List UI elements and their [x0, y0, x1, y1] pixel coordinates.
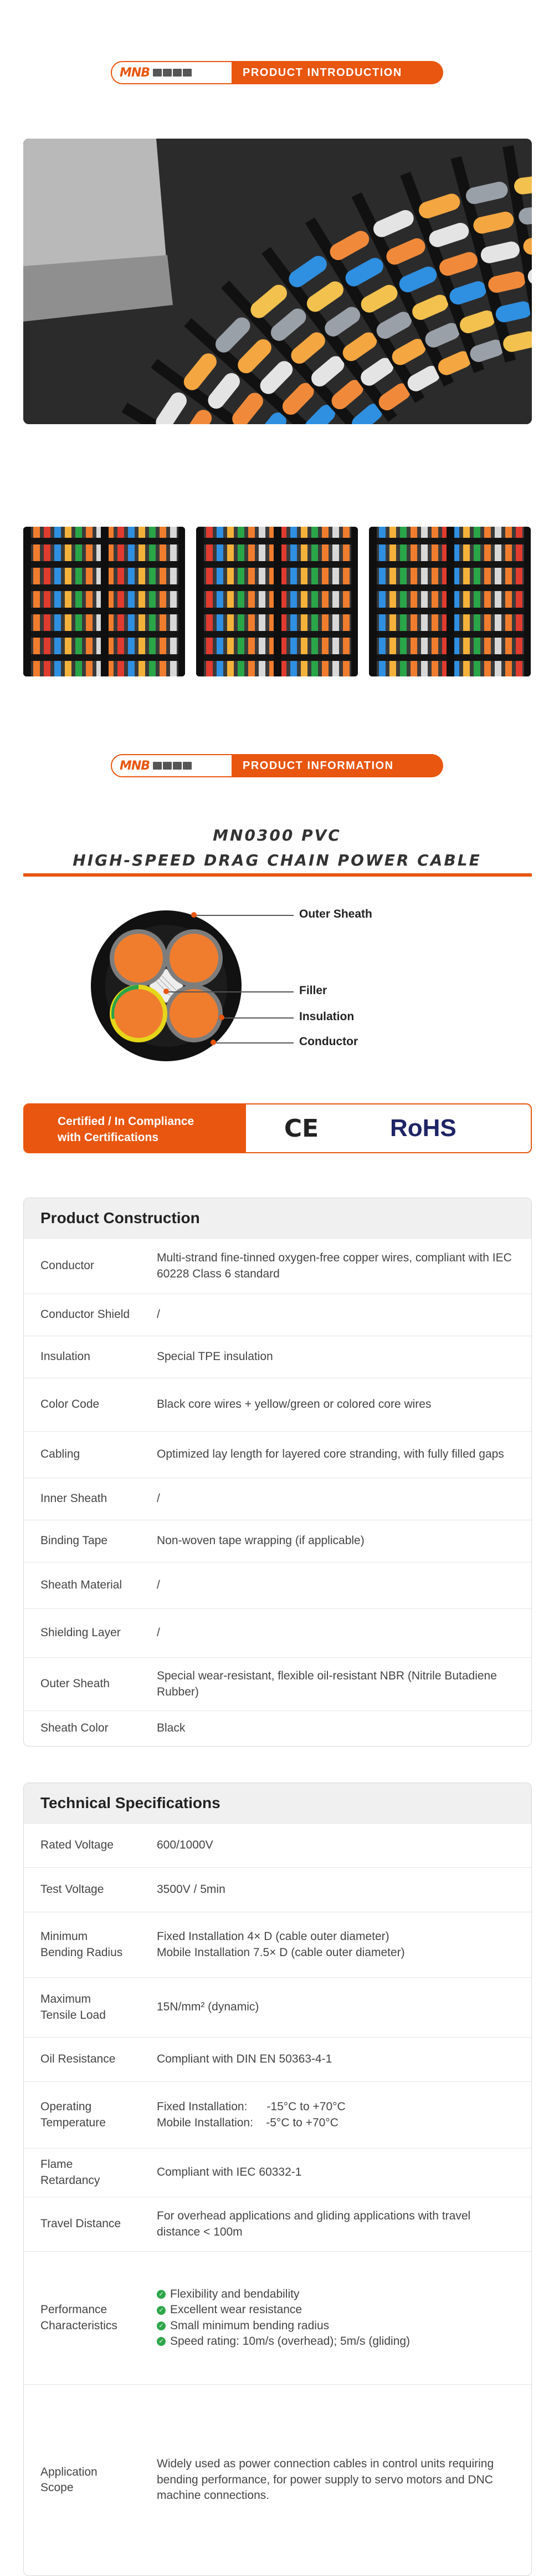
construction-value: /	[157, 1609, 531, 1657]
check-icon: ✓	[157, 2306, 166, 2315]
construction-label: Sheath Material	[24, 1562, 157, 1608]
construction-label: Outer Sheath	[24, 1658, 157, 1710]
spec-label: Travel Distance	[24, 2197, 157, 2251]
construction-table	[23, 1198, 532, 1747]
logo-chinese-text	[153, 762, 192, 770]
check-icon: ✓	[157, 2290, 166, 2299]
construction-label: Cabling	[24, 1432, 157, 1478]
construction-label: Insulation	[24, 1336, 157, 1378]
spec-value: 3500V / 5min	[157, 1868, 531, 1912]
drag-chain-photo-1	[23, 527, 185, 676]
construction-table-title: Product Construction	[24, 1198, 531, 1238]
label-filler: Filler	[299, 984, 327, 997]
spec-row-performance	[24, 2251, 531, 2384]
construction-row	[24, 1520, 531, 1562]
spec-label-line: Retardancy	[40, 2173, 100, 2188]
intro-banner	[111, 61, 443, 84]
spec-row-oil-resistance	[24, 2037, 531, 2081]
construction-row	[24, 1478, 531, 1520]
construction-row	[24, 1710, 531, 1746]
ce-mark: CE	[246, 1104, 357, 1152]
spec-value-line: Fixed Installation 4× D (cable outer diameter)	[157, 1929, 515, 1944]
spec-label-line: Minimum	[40, 1929, 122, 1944]
construction-row	[24, 1431, 531, 1478]
spec-label-line: Temperature	[40, 2115, 106, 2131]
spec-row-application-scope	[24, 2384, 531, 2575]
construction-row	[24, 1657, 531, 1710]
construction-row	[24, 1238, 531, 1294]
construction-label: Shielding Layer	[24, 1609, 157, 1657]
construction-row	[24, 1336, 531, 1378]
construction-value: Black core wires + yellow/green or colored core wires	[157, 1378, 531, 1431]
construction-row	[24, 1378, 531, 1431]
spec-label-line: Maximum	[40, 1992, 106, 2007]
spec-value-line: Mobile Installation: -5°C to +70°C	[157, 2115, 515, 2131]
spec-label: Rated Voltage	[24, 1824, 157, 1867]
spec-label	[24, 2385, 157, 2575]
performance-list	[157, 2252, 531, 2384]
spec-label-line: Bending Radius	[40, 1945, 122, 1961]
spec-value: Compliant with IEC 60332-1	[157, 2149, 531, 2197]
spec-value: Widely used as power connection cables in control units requiring bending performance, for power supply to servo motors and DNC machine connections.	[157, 2385, 531, 2575]
spec-label	[24, 1978, 157, 2037]
rohs-mark: RoHS	[357, 1104, 531, 1152]
spec-label-line: Tensile Load	[40, 2008, 106, 2023]
certification-label	[24, 1104, 246, 1152]
callout-line-outer-sheath	[194, 915, 294, 916]
intro-banner-title: PRODUCT INTRODUCTION	[233, 61, 443, 84]
construction-row	[24, 1608, 531, 1657]
performance-item-text: Speed rating: 10m/s (overhead); 5m/s (gliding)	[170, 2335, 410, 2348]
spec-value: 600/1000V	[157, 1824, 531, 1867]
brand-logo	[111, 754, 233, 777]
performance-item-text: Flexibility and bendability	[170, 2288, 299, 2300]
spec-value	[157, 1912, 531, 1977]
drag-chain-photo-2	[196, 527, 358, 676]
spec-label: Test Voltage	[24, 1868, 157, 1912]
logo-chinese-text	[153, 69, 192, 77]
spec-value-line: Fixed Installation: -15°C to +70°C	[157, 2099, 515, 2115]
spec-row-test-voltage	[24, 1867, 531, 1912]
spec-label	[24, 2252, 157, 2384]
spec-row-bending-radius	[24, 1912, 531, 1977]
performance-item-text: Excellent wear resistance	[170, 2303, 302, 2316]
label-outer-sheath: Outer Sheath	[299, 908, 372, 921]
spec-label-line: Characteristics	[40, 2318, 117, 2334]
spec-row-operating-temperature	[24, 2081, 531, 2148]
spec-row-travel-distance	[24, 2197, 531, 2251]
spec-label	[24, 2082, 157, 2148]
construction-row	[24, 1294, 531, 1336]
spec-label-line: Flame	[40, 2157, 100, 2172]
callout-dot-conductor	[211, 1040, 216, 1045]
performance-item	[157, 2334, 515, 2349]
construction-label: Sheath Color	[24, 1711, 157, 1746]
certification-label-line1: Certified / In Compliance	[58, 1113, 246, 1129]
construction-label: Binding Tape	[24, 1520, 157, 1562]
spec-label: Oil Resistance	[24, 2038, 157, 2081]
info-banner-title: PRODUCT INFORMATION	[233, 754, 443, 777]
performance-item	[157, 2318, 515, 2334]
callout-line-conductor	[213, 1042, 294, 1043]
spec-value: 15N/mm² (dynamic)	[157, 1978, 531, 2037]
spec-row-flame-retardancy	[24, 2148, 531, 2197]
label-conductor: Conductor	[299, 1035, 358, 1048]
callout-dot-filler	[163, 989, 169, 994]
construction-value: Optimized lay length for layered core stranding, with fully filled gaps	[157, 1432, 531, 1478]
logo-mark: MNB	[120, 66, 150, 80]
construction-value: Non-woven tape wrapping (if applicable)	[157, 1520, 531, 1562]
callout-dot-insulation	[219, 1015, 224, 1020]
spec-value-line: Mobile Installation 7.5× D (cable outer diameter)	[157, 1945, 515, 1961]
title-underline	[23, 873, 532, 877]
specs-table	[23, 1783, 532, 2576]
drag-chain-photo-main	[23, 139, 532, 424]
spec-value: Compliant with DIN EN 50363-4-1	[157, 2038, 531, 2081]
spec-value: For overhead applications and gliding applications with travel distance < 100m	[157, 2197, 531, 2251]
spec-label-line: Scope	[40, 2480, 98, 2496]
logo-mark: MNB	[120, 759, 150, 773]
spec-label-line: Performance	[40, 2302, 117, 2318]
info-banner	[111, 754, 443, 777]
spec-row-rated-voltage	[24, 1823, 531, 1867]
callout-line-insulation	[222, 1017, 294, 1019]
check-icon: ✓	[157, 2337, 166, 2346]
label-insulation: Insulation	[299, 1010, 354, 1024]
spec-label	[24, 1912, 157, 1977]
callout-line-filler	[166, 991, 294, 992]
construction-value: Special wear-resistant, flexible oil-resistant NBR (Nitrile Butadiene Rubber)	[157, 1658, 531, 1710]
certification-bar	[23, 1103, 532, 1153]
construction-label: Conductor Shield	[24, 1294, 157, 1336]
construction-label: Color Code	[24, 1378, 157, 1431]
construction-label: Conductor	[24, 1239, 157, 1294]
spec-label	[24, 2149, 157, 2197]
construction-value: Multi-strand fine-tinned oxygen-free copper wires, compliant with IEC 60228 Class 6 standard	[157, 1239, 531, 1294]
performance-item	[157, 2302, 515, 2318]
drag-chain-photo-3	[369, 527, 531, 676]
product-name: HIGH-SPEED DRAG CHAIN POWER CABLE	[0, 851, 554, 869]
callout-dot-outer-sheath	[191, 912, 197, 918]
construction-value: /	[157, 1478, 531, 1520]
certification-label-line2: with Certifications	[58, 1129, 246, 1146]
check-icon: ✓	[157, 2322, 166, 2330]
brand-logo	[111, 61, 233, 84]
cable-cross-section	[89, 908, 244, 1063]
spec-row-tensile-load	[24, 1977, 531, 2037]
construction-row	[24, 1562, 531, 1608]
construction-value: Special TPE insulation	[157, 1336, 531, 1378]
product-model: MN0300 PVC	[0, 826, 554, 844]
construction-value: Black	[157, 1711, 531, 1746]
spec-label-line: Operating	[40, 2099, 106, 2115]
specs-table-title: Technical Specifications	[24, 1783, 531, 1823]
spec-label-line: Application	[40, 2465, 98, 2480]
performance-item	[157, 2287, 515, 2302]
construction-value: /	[157, 1562, 531, 1608]
construction-value: /	[157, 1294, 531, 1336]
performance-item-text: Small minimum bending radius	[170, 2319, 329, 2332]
construction-label: Inner Sheath	[24, 1478, 157, 1520]
spec-value	[157, 2082, 531, 2148]
